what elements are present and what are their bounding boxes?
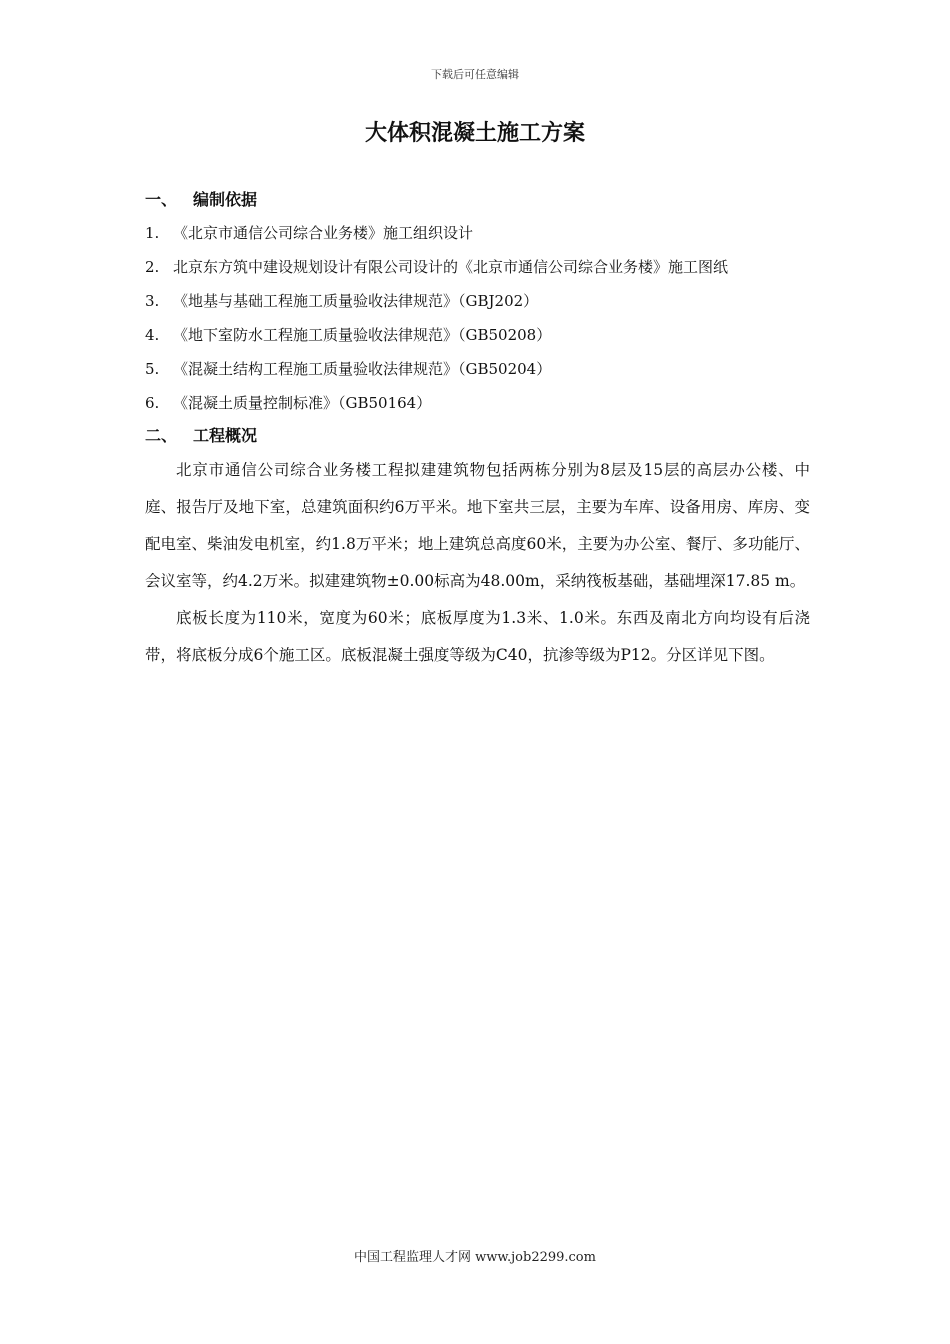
section-number: 二、 xyxy=(145,426,178,445)
section-title: 编制依据 xyxy=(193,190,258,209)
list-index: 6. xyxy=(145,394,160,412)
list-text: 《地基与基础工程施工质量验收法律规范》（GBJ202） xyxy=(173,292,539,310)
list-index: 5. xyxy=(145,360,160,378)
section-heading-overview xyxy=(145,420,810,452)
list-index: 4. xyxy=(145,326,160,344)
list-item xyxy=(145,216,810,250)
body-paragraph: 底板长度为110米，宽度为60米；底板厚度为1.3米、1.0米。东西及南北方向均设有后浇带，将底板分成6个施工区。底板混凝土强度等级为C40，抗渗等级为P12。分区详见下图。 xyxy=(145,609,810,664)
list-index: 3. xyxy=(145,292,160,310)
list-text: 《混凝土结构工程施工质量验收法律规范》（GB50204） xyxy=(173,360,552,378)
list-item xyxy=(145,284,810,318)
header-note: 下载后可任意编辑 xyxy=(431,68,519,81)
list-text: 《混凝土质量控制标准》（GB50164） xyxy=(173,394,432,412)
document-body xyxy=(145,184,810,674)
list-index: 2. xyxy=(145,258,160,276)
body-paragraph: 北京市通信公司综合业务楼工程拟建建筑物包括两栋分别为8层及15层的高层办公楼、中庭、报告厅及地下室，总建筑面积约6万平米。地下室共三层，主要为车库、设备用房、库房、变配电室、柴油发电机室，约1.8万平米；地上建筑总高度60米，主要为办公室、餐厅、多功能厅、会议室等，约4.2万米。拟建建筑物±0.00标高为48.00m，采纳筏板基础，基础埋深17.85 m。 xyxy=(145,461,810,590)
list-text: 北京东方筑中建设规划设计有限公司设计的《北京市通信公司综合业务楼》施工图纸 xyxy=(173,258,729,276)
list-index: 1. xyxy=(145,224,160,242)
section-title: 工程概况 xyxy=(193,426,258,445)
section-heading-basis xyxy=(145,184,810,216)
footer-note: 中国工程监理人才网 www.job2299.com xyxy=(354,1250,596,1265)
list-item xyxy=(145,386,810,420)
section-number: 一、 xyxy=(145,190,178,209)
list-text: 《地下室防水工程施工质量验收法律规范》（GB50208） xyxy=(173,326,552,344)
list-item xyxy=(145,318,810,352)
list-item xyxy=(145,250,810,284)
list-item xyxy=(145,352,810,386)
document-title: 大体积混凝土施工方案 xyxy=(364,121,585,146)
list-text: 《北京市通信公司综合业务楼》施工组织设计 xyxy=(173,224,474,242)
